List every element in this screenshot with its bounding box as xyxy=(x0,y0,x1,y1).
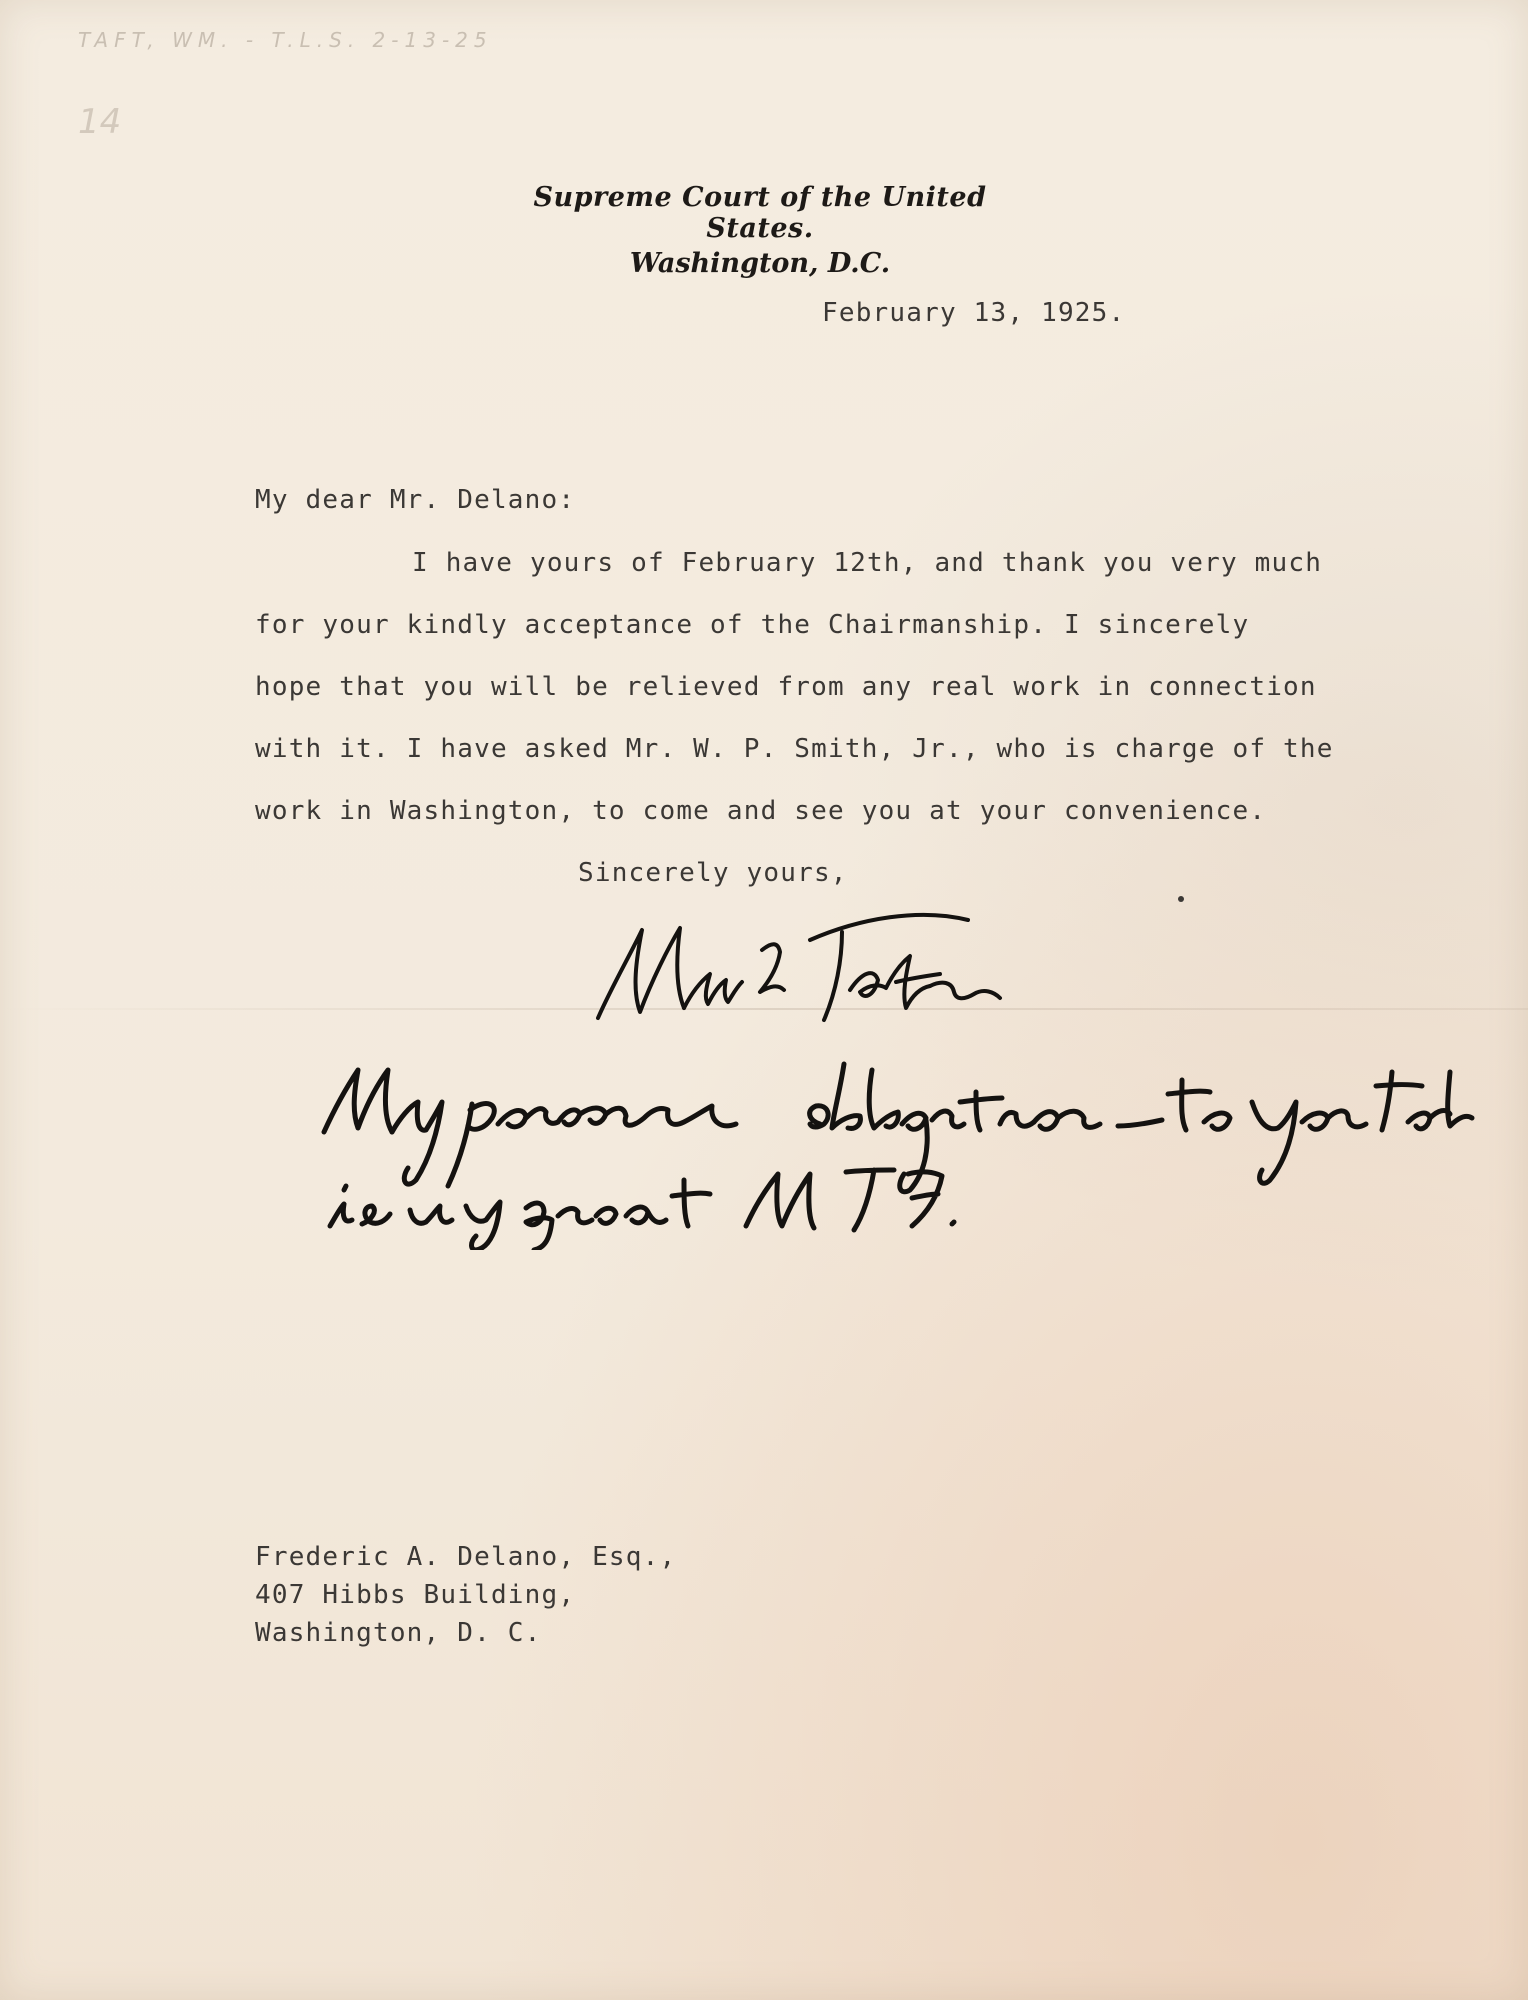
closing: Sincerely yours, xyxy=(578,858,848,888)
body-line: for your kindly acceptance of the Chairmanship. I sincerely xyxy=(255,610,1250,640)
ink-speck xyxy=(1178,896,1184,902)
recipient-street: 407 Hibbs Building, xyxy=(255,1580,576,1610)
body-line: I have yours of February 12th, and thank you very much xyxy=(412,548,1323,578)
letterhead-city: Washington, D.C. xyxy=(629,248,891,279)
letterhead-court: Supreme Court of the United States. xyxy=(533,182,987,244)
salutation: My dear Mr. Delano: xyxy=(255,485,576,515)
body-line: hope that you will be relieved from any real work in connection xyxy=(255,672,1317,702)
archive-pencil-number: 14 xyxy=(78,102,122,142)
recipient-name: Frederic A. Delano, Esq., xyxy=(255,1542,677,1572)
archive-pencil-mark: TAFT, WM. - T.L.S. 2-13-25 xyxy=(78,28,493,52)
letterhead xyxy=(500,182,1020,279)
handwritten-signature xyxy=(580,900,1030,1030)
body-line: with it. I have asked Mr. W. P. Smith, Jr., who is charge of the xyxy=(255,734,1334,764)
body-line: work in Washington, to come and see you at your convenience. xyxy=(255,796,1267,826)
recipient-city: Washington, D. C. xyxy=(255,1618,542,1648)
handwritten-postscript xyxy=(300,1040,1480,1250)
letter-date: February 13, 1925. xyxy=(822,298,1126,328)
